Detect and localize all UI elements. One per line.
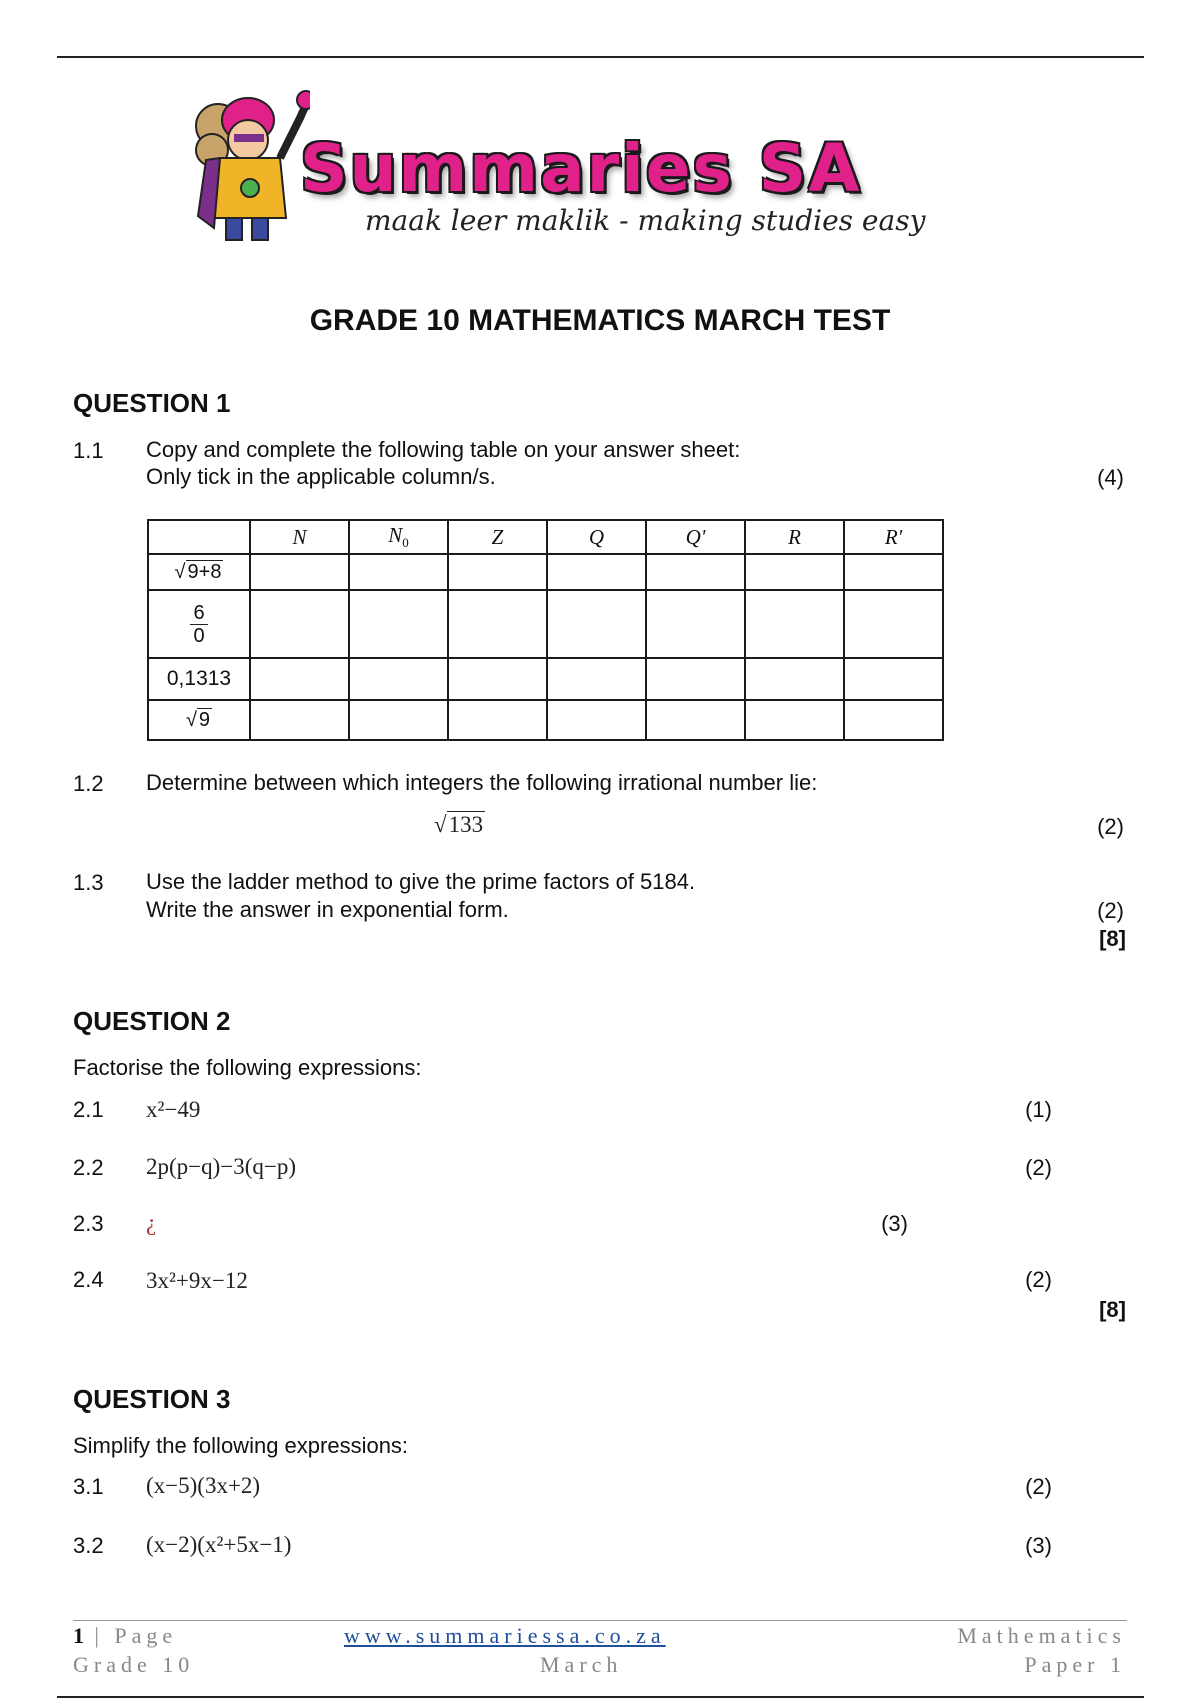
item-number: 3.1 bbox=[73, 1474, 104, 1499]
footer-subject: Mathematics bbox=[957, 1623, 1126, 1648]
radicand: 9 bbox=[198, 708, 211, 731]
table-header-cell: Q bbox=[547, 520, 646, 554]
item-number: 3.2 bbox=[73, 1533, 104, 1558]
item-marks: (4) bbox=[1097, 465, 1124, 490]
row-label: 0,1313 bbox=[148, 658, 250, 700]
answer-cell[interactable] bbox=[844, 658, 943, 700]
table-row bbox=[148, 700, 943, 740]
item-marks: (1) bbox=[1025, 1097, 1052, 1122]
answer-cell[interactable] bbox=[646, 554, 745, 590]
top-rule bbox=[57, 56, 1144, 58]
item-marks: (2) bbox=[1025, 1155, 1052, 1180]
answer-cell[interactable] bbox=[547, 590, 646, 658]
sqrt-expression: √ 9+8 bbox=[174, 560, 222, 583]
answer-cell[interactable] bbox=[646, 590, 745, 658]
answer-cell[interactable] bbox=[844, 554, 943, 590]
table-header-cell: Q' bbox=[646, 520, 745, 554]
answer-cell[interactable] bbox=[547, 700, 646, 740]
radicand: 9+8 bbox=[187, 560, 222, 583]
item-expression: ¿ bbox=[146, 1210, 157, 1235]
item-marks: (2) bbox=[1097, 814, 1124, 839]
item-expression: (x−2)(x²+5x−1) bbox=[146, 1532, 292, 1557]
table-row bbox=[148, 590, 943, 658]
item-marks: (3) bbox=[881, 1211, 908, 1236]
item-expression: 3x²+9x−12 bbox=[146, 1268, 248, 1293]
item-number: 1.3 bbox=[73, 870, 104, 895]
item-text: Copy and complete the following table on your answer sheet: bbox=[146, 437, 741, 462]
header-subscript: 0 bbox=[402, 535, 409, 551]
table-header-cell: Z bbox=[448, 520, 547, 554]
answer-cell[interactable] bbox=[745, 658, 844, 700]
table-row bbox=[148, 658, 943, 700]
answer-cell[interactable] bbox=[349, 554, 448, 590]
table-header-cell bbox=[349, 520, 448, 554]
item-expression: (x−5)(3x+2) bbox=[146, 1473, 261, 1498]
item-marks: (2) bbox=[1025, 1267, 1052, 1292]
question-intro: Simplify the following expressions: bbox=[73, 1433, 409, 1458]
item-text: Only tick in the applicable column/s. bbox=[146, 464, 496, 489]
item-expression: 2p(p−q)−3(q−p) bbox=[146, 1154, 297, 1179]
summaries-sa-logo bbox=[190, 88, 1010, 248]
item-marks: (2) bbox=[1025, 1474, 1052, 1499]
bottom-rule bbox=[57, 1696, 1144, 1698]
answer-cell[interactable] bbox=[448, 554, 547, 590]
answer-cell[interactable] bbox=[250, 590, 349, 658]
footer-grade: Grade 10 bbox=[73, 1652, 195, 1677]
answer-cell[interactable] bbox=[250, 700, 349, 740]
footer-paper: Paper 1 bbox=[1024, 1652, 1126, 1677]
question-intro: Factorise the following expressions: bbox=[73, 1055, 422, 1080]
item-number: 2.1 bbox=[73, 1097, 104, 1122]
question-total: [8] bbox=[1099, 926, 1126, 951]
page-label: | Page bbox=[94, 1623, 178, 1648]
mascot-icon bbox=[190, 88, 310, 248]
footer-url-link[interactable]: www.summariessa.co.za bbox=[344, 1623, 666, 1648]
item-number: 1.2 bbox=[73, 771, 104, 796]
row-label bbox=[148, 554, 250, 590]
answer-cell[interactable] bbox=[349, 700, 448, 740]
answer-cell[interactable] bbox=[448, 590, 547, 658]
question-2-title: QUESTION 2 bbox=[73, 1006, 231, 1036]
table-row bbox=[148, 554, 943, 590]
item-text: Write the answer in exponential form. bbox=[146, 897, 509, 922]
answer-cell[interactable] bbox=[448, 700, 547, 740]
row-label bbox=[148, 590, 250, 658]
table-header-cell: N bbox=[250, 520, 349, 554]
question-total: [8] bbox=[1099, 1297, 1126, 1322]
item-text: Determine between which integers the following irrational number lie: bbox=[146, 770, 818, 795]
answer-cell[interactable] bbox=[349, 658, 448, 700]
row-label bbox=[148, 700, 250, 740]
number-sets-table bbox=[147, 519, 944, 741]
logo-wordmark: Summaries SA bbox=[300, 130, 862, 207]
denominator: 0 bbox=[193, 624, 205, 647]
numerator: 6 bbox=[190, 602, 207, 625]
answer-cell[interactable] bbox=[646, 700, 745, 740]
logo-tagline: maak leer maklik - making studies easy bbox=[365, 204, 926, 237]
table-header-row bbox=[148, 520, 943, 554]
answer-cell[interactable] bbox=[547, 658, 646, 700]
item-marks: (2) bbox=[1097, 898, 1124, 923]
table-header-cell: R bbox=[745, 520, 844, 554]
item-marks: (3) bbox=[1025, 1533, 1052, 1558]
fraction bbox=[190, 602, 207, 647]
page-number: 1 bbox=[73, 1623, 84, 1648]
item-number: 1.1 bbox=[73, 438, 104, 463]
answer-cell[interactable] bbox=[745, 554, 844, 590]
answer-cell[interactable] bbox=[250, 658, 349, 700]
footer-rule bbox=[73, 1620, 1127, 1621]
footer-page bbox=[73, 1623, 177, 1649]
test-title: GRADE 10 MATHEMATICS MARCH TEST bbox=[309, 304, 891, 337]
answer-cell[interactable] bbox=[745, 700, 844, 740]
answer-cell[interactable] bbox=[250, 554, 349, 590]
answer-cell[interactable] bbox=[448, 658, 547, 700]
header-symbol: N bbox=[388, 522, 403, 547]
item-number: 2.3 bbox=[73, 1211, 104, 1236]
table-header-cell: R' bbox=[844, 520, 943, 554]
item-expression: x²−49 bbox=[146, 1097, 201, 1122]
item-number: 2.4 bbox=[73, 1267, 104, 1292]
answer-cell[interactable] bbox=[547, 554, 646, 590]
item-text: Use the ladder method to give the prime factors of 5184. bbox=[146, 869, 696, 894]
answer-cell[interactable] bbox=[349, 590, 448, 658]
table-corner-cell bbox=[148, 520, 250, 554]
question-3-title: QUESTION 3 bbox=[73, 1384, 231, 1414]
answer-cell[interactable] bbox=[844, 700, 943, 740]
question-1-title: QUESTION 1 bbox=[73, 388, 231, 418]
item-number: 2.2 bbox=[73, 1155, 104, 1180]
sqrt-expression: √ 9 bbox=[185, 708, 211, 731]
answer-cell[interactable] bbox=[745, 590, 844, 658]
answer-cell[interactable] bbox=[646, 658, 745, 700]
footer-month: March bbox=[540, 1652, 623, 1677]
answer-cell[interactable] bbox=[844, 590, 943, 658]
radicand: 133 bbox=[448, 812, 484, 837]
sqrt-expression: √133 bbox=[434, 812, 484, 837]
